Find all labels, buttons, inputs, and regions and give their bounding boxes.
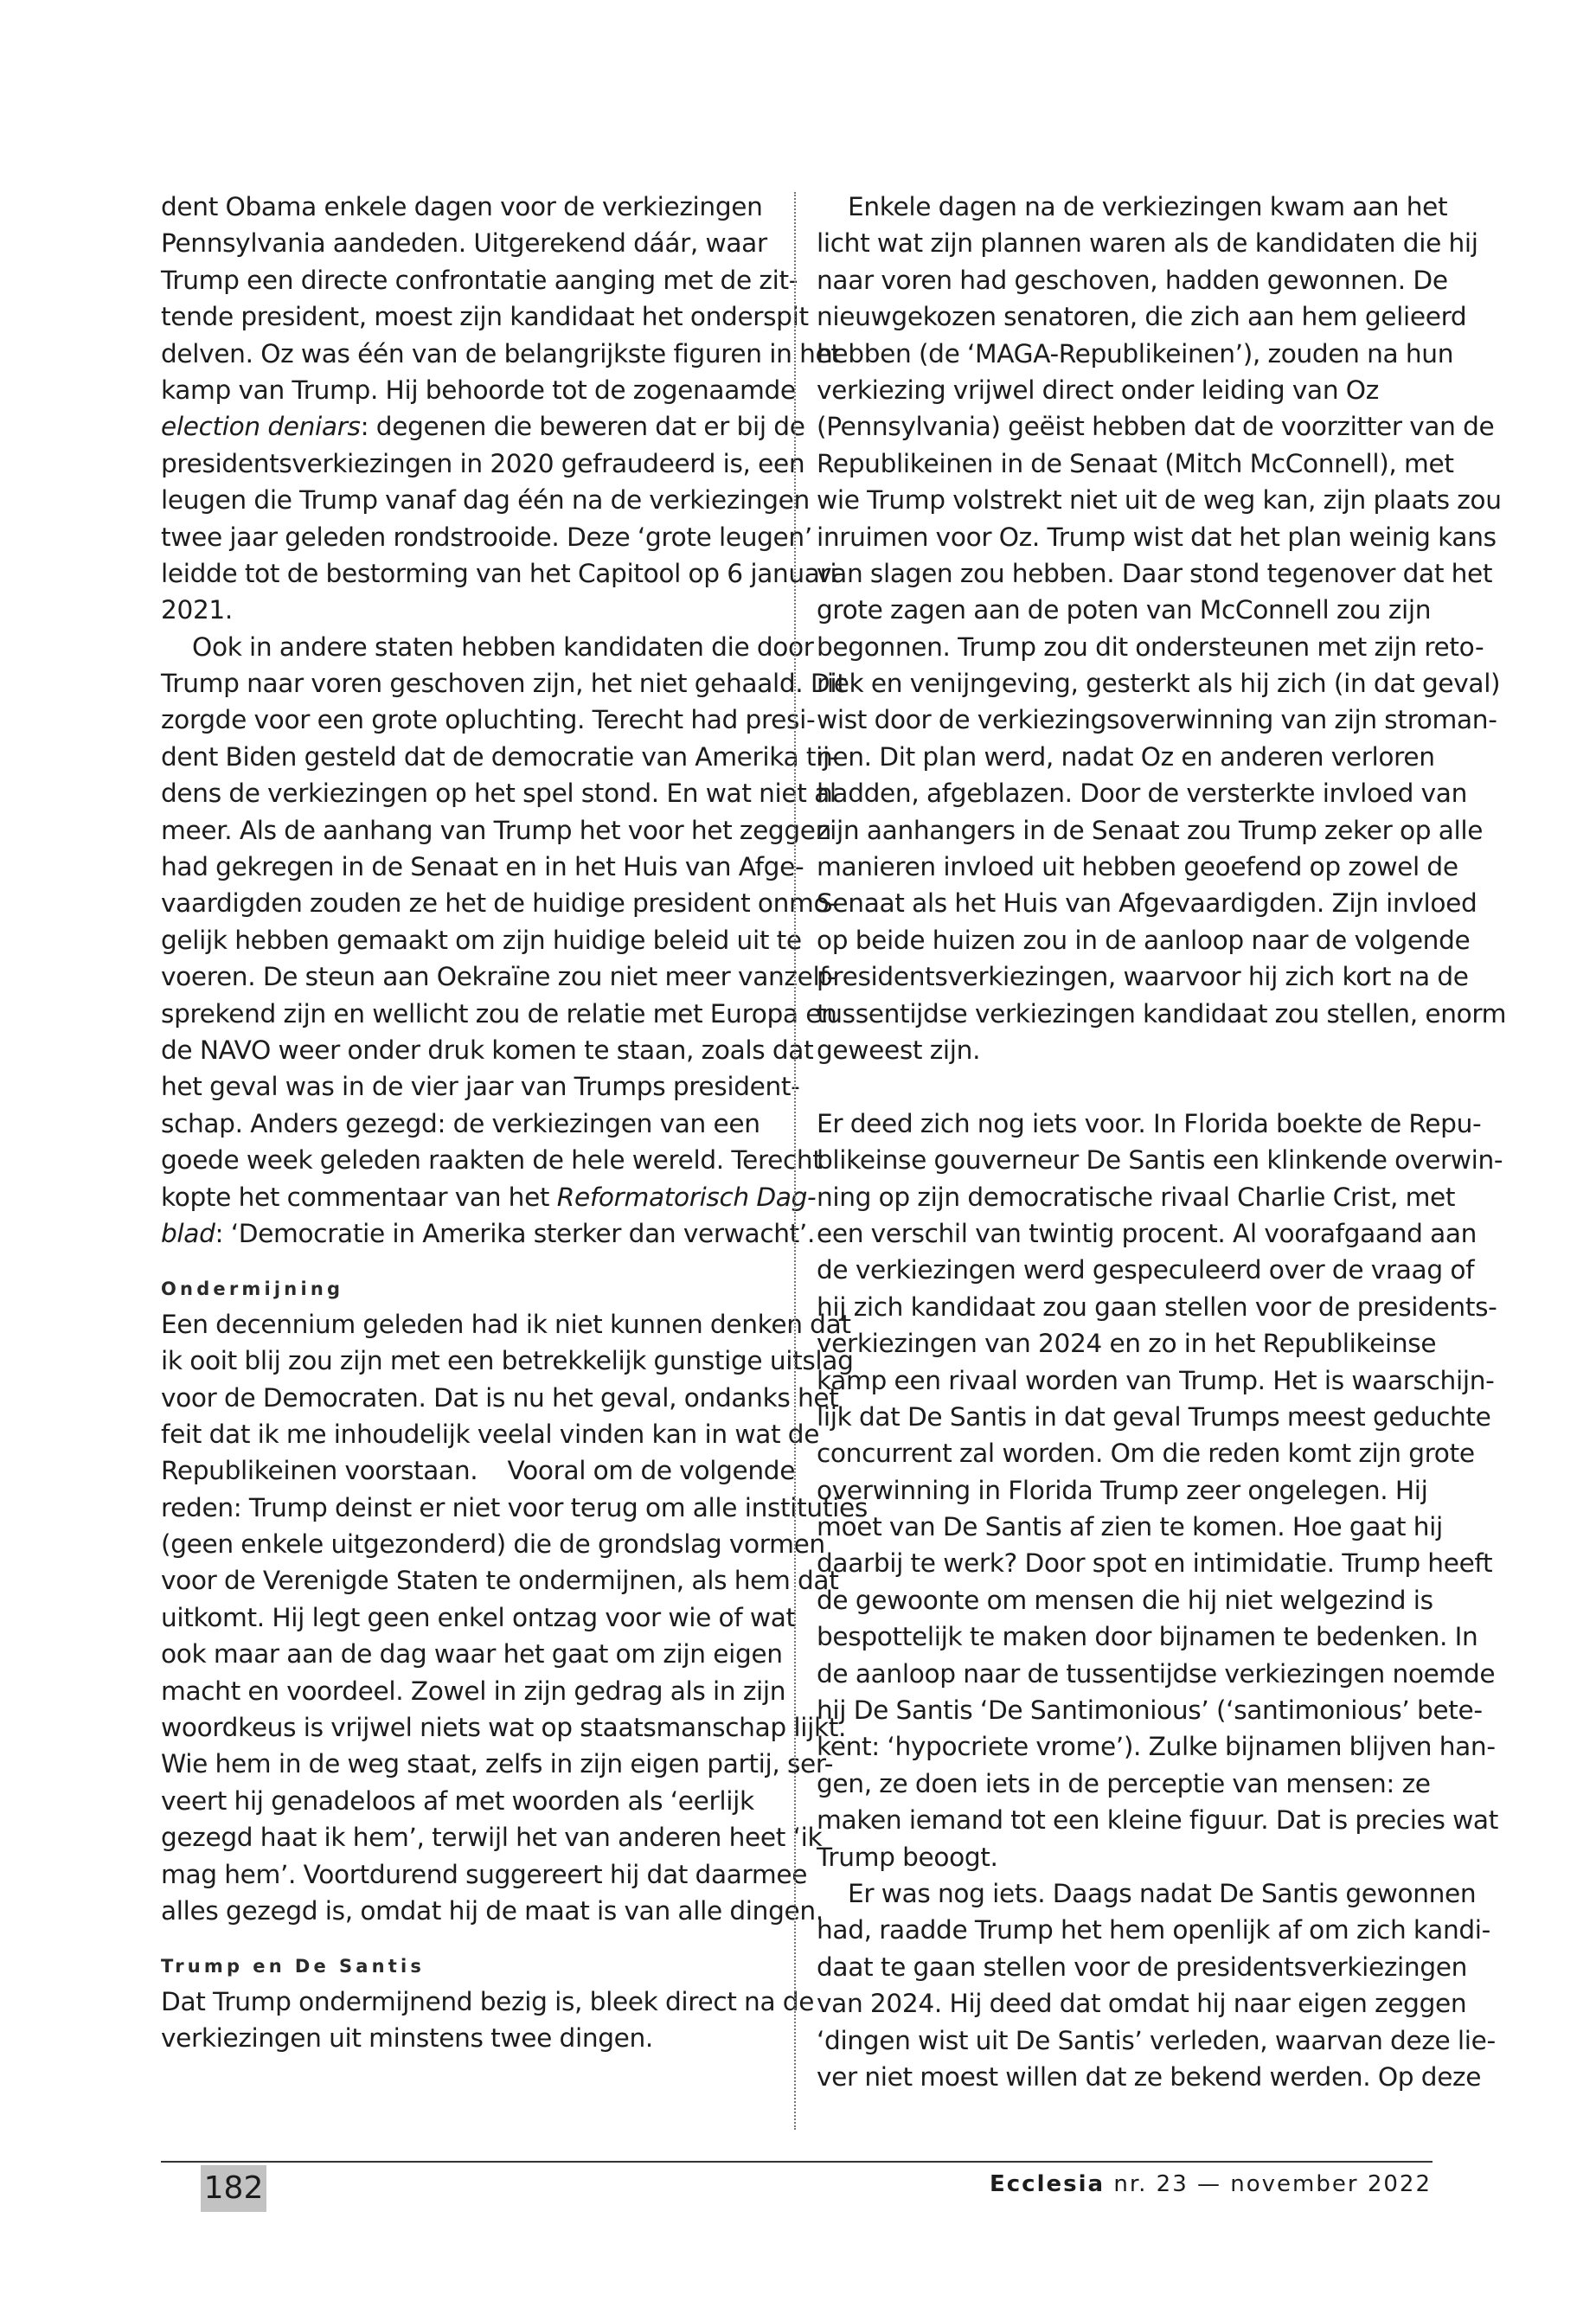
section-heading: Trump en De Santis xyxy=(161,1956,426,1977)
text-line: ning op zijn democratische rivaal Charlie Crist, met xyxy=(817,1182,1456,1212)
text-line: de NAVO weer onder druk komen te staan, zoals dat xyxy=(161,1035,814,1065)
text-line: van slagen zou hebben. Daar stond tegenover dat het xyxy=(817,558,1493,588)
text-line: Er was nog iets. Daags nadat De Santis gewonnen xyxy=(848,1878,1477,1908)
text-line: ‘dingen wist uit De Santis’ verleden, waarvan deze lie- xyxy=(817,2025,1496,2055)
text-line: dent Biden gesteld dat de democratie van Amerika tij- xyxy=(161,741,839,772)
text-line: moet van De Santis af zien te komen. Hoe gaat hij xyxy=(817,1512,1443,1542)
text-line: had, raadde Trump het hem openlijk af om zich kandi- xyxy=(817,1915,1491,1945)
text-line xyxy=(161,408,805,445)
text-line: ver niet moest willen dat ze bekend werden. Op deze xyxy=(817,2061,1482,2092)
text-line: Trump een directe confrontatie aanging met de zit- xyxy=(161,265,798,295)
text-line: geweest zijn. xyxy=(817,1035,981,1065)
text-line: kent: ‘hypocriete vrome’). Zulke bijnamen blijven han- xyxy=(817,1732,1496,1762)
text-line: Ook in andere staten hebben kandidaten die door xyxy=(192,631,814,662)
text-fragment: kopte het commentaar van het xyxy=(161,1182,557,1212)
text-line: begonnen. Trump zou dit ondersteunen met zijn reto- xyxy=(817,631,1484,662)
column-divider xyxy=(794,192,796,2130)
text-line: goede week geleden raakten de hele wereld. Terecht xyxy=(161,1145,823,1176)
text-line: woordkeus is vrijwel niets wat op staatsmanschap lijkt. xyxy=(161,1713,847,1743)
text-line: verkiezingen van 2024 en zo in het Republikeinse xyxy=(817,1329,1437,1359)
journal-reference xyxy=(990,2171,1432,2197)
text-line: daat te gaan stellen voor de presidentsverkiezingen xyxy=(817,1952,1468,1982)
text-line: van 2024. Hij deed dat omdat hij naar eigen zeggen xyxy=(817,1989,1467,2019)
text-line: delven. Oz was één van de belangrijkste figuren in het xyxy=(161,338,841,369)
text-line: reden: Trump deinst er niet voor terug om alle instituties xyxy=(161,1492,868,1522)
text-line: twee jaar geleden rondstrooide. Deze ‘grote leugen’ xyxy=(161,522,812,552)
text-line: hij zich kandidaat zou gaan stellen voor de presidents- xyxy=(817,1292,1497,1322)
text-line: kamp van Trump. Hij behoorde tot de zogenaamde xyxy=(161,375,796,405)
text-line: tende president, moest zijn kandidaat het onderspit xyxy=(161,302,809,332)
text-line: hij De Santis ‘De Santimonious’ (‘santimonious’ bete- xyxy=(817,1695,1483,1726)
text-line: zijn aanhangers in de Senaat zou Trump zeker op alle xyxy=(817,815,1484,845)
left-column xyxy=(161,189,868,2057)
text-line: dens de verkiezingen op het spel stond. En wat niet al xyxy=(161,779,836,809)
journal-name: Ecclesia xyxy=(990,2171,1106,2197)
text-line: manieren invloed uit hebben geoefend op zowel de xyxy=(817,852,1458,882)
text-line: Senaat als het Huis van Afgevaardigden. Zijn invloed xyxy=(817,888,1477,919)
text-line: kamp een rivaal worden van Trump. Het is waarschijn- xyxy=(817,1365,1495,1395)
text-line: Wie hem in de weg staat, zelfs in zijn eigen partij, ser- xyxy=(161,1749,834,1779)
text-line: hadden, afgeblazen. Door de versterkte invloed van xyxy=(817,779,1467,809)
text-line: leidde tot de bestorming van het Capitool op 6 januari xyxy=(161,558,837,588)
text-line: concurrent zal worden. Om die reden komt zijn grote xyxy=(817,1439,1475,1469)
italic-term: election deniars xyxy=(161,412,361,442)
text-line: gelijk hebben gemaakt om zijn huidige beleid uit te xyxy=(161,925,802,955)
text-line: blikeinse gouverneur De Santis een klinkende overwin- xyxy=(817,1145,1503,1176)
text-line: Dat Trump ondermijnend bezig is, bleek direct na de xyxy=(161,1986,815,2016)
text-line: op beide huizen zou in de aanloop naar de volgende xyxy=(817,925,1471,955)
section-heading: Ondermijning xyxy=(161,1279,344,1300)
text-line: riek en venijngeving, gesterkt als hij zich (in dat geval) xyxy=(817,669,1501,699)
italic-title: Reformatorisch Dag- xyxy=(556,1182,817,1212)
right-column xyxy=(817,189,1507,2095)
text-line: overwinning in Florida Trump zeer ongelegen. Hij xyxy=(817,1475,1428,1505)
text-fragment: : degenen die beweren dat er bij de xyxy=(360,412,805,442)
text-line: Er deed zich nog iets voor. In Florida boekte de Repu- xyxy=(817,1108,1482,1138)
text-line xyxy=(161,1179,817,1215)
text-line: verkiezing vrijwel direct onder leiding van Oz xyxy=(817,375,1379,405)
text-line: 2021. xyxy=(161,595,233,625)
text-line: licht wat zijn plannen waren als de kandidaten die hij xyxy=(817,228,1478,259)
text-line: mag hem’. Voortdurend suggereert hij dat daarmee xyxy=(161,1859,808,1889)
text-line: uitkomt. Hij legt geen enkel ontzag voor wie of wat xyxy=(161,1602,796,1632)
spacer xyxy=(817,1068,1434,1105)
footer-rule xyxy=(161,2161,1433,2163)
text-fragment: : ‘Democratie in Amerika sterker dan verwacht’. xyxy=(215,1218,816,1248)
text-line: dent Obama enkele dagen voor de verkiezingen xyxy=(161,192,763,221)
text-line: gen, ze doen iets in de perceptie van mensen: ze xyxy=(817,1768,1431,1798)
text-line: Pennsylvania aandeden. Uitgerekend dáár, waar xyxy=(161,228,767,259)
journal-issue: nr. 23 xyxy=(1113,2171,1189,2197)
italic-title: blad xyxy=(161,1218,215,1248)
text-line: gezegd haat ik hem’, terwijl het van anderen heet ‘ik xyxy=(161,1823,823,1853)
text-line: de verkiezingen werd gespeculeerd over de vraag of xyxy=(817,1255,1475,1285)
text-line: leugen die Trump vanaf dag één na de verkiezingen xyxy=(161,485,810,516)
text-line xyxy=(161,1215,816,1252)
text-line: nen. Dit plan werd, nadat Oz en anderen verloren xyxy=(817,741,1435,772)
text-line: voor de Verenigde Staten te ondermijnen, als hem dat xyxy=(161,1566,839,1596)
text-line: bespottelijk te maken door bijnamen te bedenken. In xyxy=(817,1622,1478,1652)
journal-date: november 2022 xyxy=(1230,2171,1432,2197)
text-line: wie Trump volstrekt niet uit de weg kan, zijn plaats zou xyxy=(817,485,1502,516)
text-line: presidentsverkiezingen, waarvoor hij zich kort na de xyxy=(817,962,1469,992)
text-line: het geval was in de vier jaar van Trumps president- xyxy=(161,1072,800,1102)
text-line: hebben (de ‘MAGA-Republikeinen’), zouden na hun xyxy=(817,338,1454,369)
text-line: meer. Als de aanhang van Trump het voor het zeggen xyxy=(161,815,832,845)
text-line: schap. Anders gezegd: de verkiezingen van een xyxy=(161,1108,760,1138)
text-line: ik ooit blij zou zijn met een betrekkelijk gunstige uitslag xyxy=(161,1346,854,1376)
text-line: Een decennium geleden had ik niet kunnen denken dat xyxy=(161,1309,851,1339)
spacer xyxy=(161,1929,777,1946)
text-line: inruimen voor Oz. Trump wist dat het plan weinig kans xyxy=(817,522,1497,552)
text-line: feit dat ik me inhoudelijk veelal vinden kan in wat de xyxy=(161,1419,820,1449)
text-line: de gewoonte om mensen die hij niet welgezind is xyxy=(817,1585,1433,1615)
text-line: een verschil van twintig procent. Al voorafgaand aan xyxy=(817,1218,1477,1248)
text-line: lijk dat De Santis in dat geval Trumps meest geduchte xyxy=(817,1401,1491,1432)
text-line: wist door de verkiezingsoverwinning van zijn stroman- xyxy=(817,705,1497,735)
text-line: zorgde voor een grote opluchting. Terecht had presi- xyxy=(161,705,816,735)
text-line: Trump naar voren geschoven zijn, het niet gehaald. Dit xyxy=(161,669,847,699)
text-line: had gekregen in de Senaat en in het Huis van Afge- xyxy=(161,852,804,882)
text-line: maken iemand tot een kleine figuur. Dat is precies wat xyxy=(817,1805,1498,1836)
text-line: naar voren had geschoven, hadden gewonnen. De xyxy=(817,265,1448,295)
text-line: nieuwgekozen senatoren, die zich aan hem gelieerd xyxy=(817,302,1467,332)
text-line: (Pennsylvania) geëist hebben dat de voorzitter van de xyxy=(817,412,1495,442)
page-number: 182 xyxy=(201,2165,266,2212)
text-line: Trump beoogt. xyxy=(817,1842,998,1872)
text-line: macht en voordeel. Zowel in zijn gedrag als in zijn xyxy=(161,1676,786,1706)
text-line: daarbij te werk? Door spot en intimidatie. Trump heeft xyxy=(817,1548,1493,1579)
text-line: voeren. De steun aan Oekraïne zou niet meer vanzelf- xyxy=(161,962,836,992)
text-line: verkiezingen uit minstens twee dingen. xyxy=(161,2023,653,2054)
text-line: Republikeinen voorstaan. Vooral om de volgende xyxy=(161,1456,796,1486)
text-line: Republikeinen in de Senaat (Mitch McConnell), met xyxy=(817,448,1454,478)
text-line: tussentijdse verkiezingen kandidaat zou stellen, enorm xyxy=(817,998,1507,1029)
text-line: voor de Democraten. Dat is nu het geval, ondanks het xyxy=(161,1382,839,1413)
text-line: alles gezegd is, omdat hij de maat is van alle dingen. xyxy=(161,1895,824,1926)
text-line: Enkele dagen na de verkiezingen kwam aan het xyxy=(848,192,1448,221)
text-line: de aanloop naar de tussentijdse verkiezingen noemde xyxy=(817,1658,1496,1689)
text-line: (geen enkele uitgezonderd) die de grondslag vormen xyxy=(161,1529,825,1560)
journal-separator: — xyxy=(1197,2171,1222,2197)
text-line: ook maar aan de dag waar het gaat om zijn eigen xyxy=(161,1639,783,1670)
text-line: veert hij genadeloos af met woorden als ‘eerlijk xyxy=(161,1785,754,1816)
text-line: grote zagen aan de poten van McConnell zou zijn xyxy=(817,595,1432,625)
text-line: presidentsverkiezingen in 2020 gefraudeerd is, een xyxy=(161,448,805,478)
text-line: vaardigden zouden ze het de huidige president onmo- xyxy=(161,888,839,919)
text-line: sprekend zijn en wellicht zou de relatie met Europa en xyxy=(161,998,837,1029)
spacer xyxy=(161,1252,777,1269)
